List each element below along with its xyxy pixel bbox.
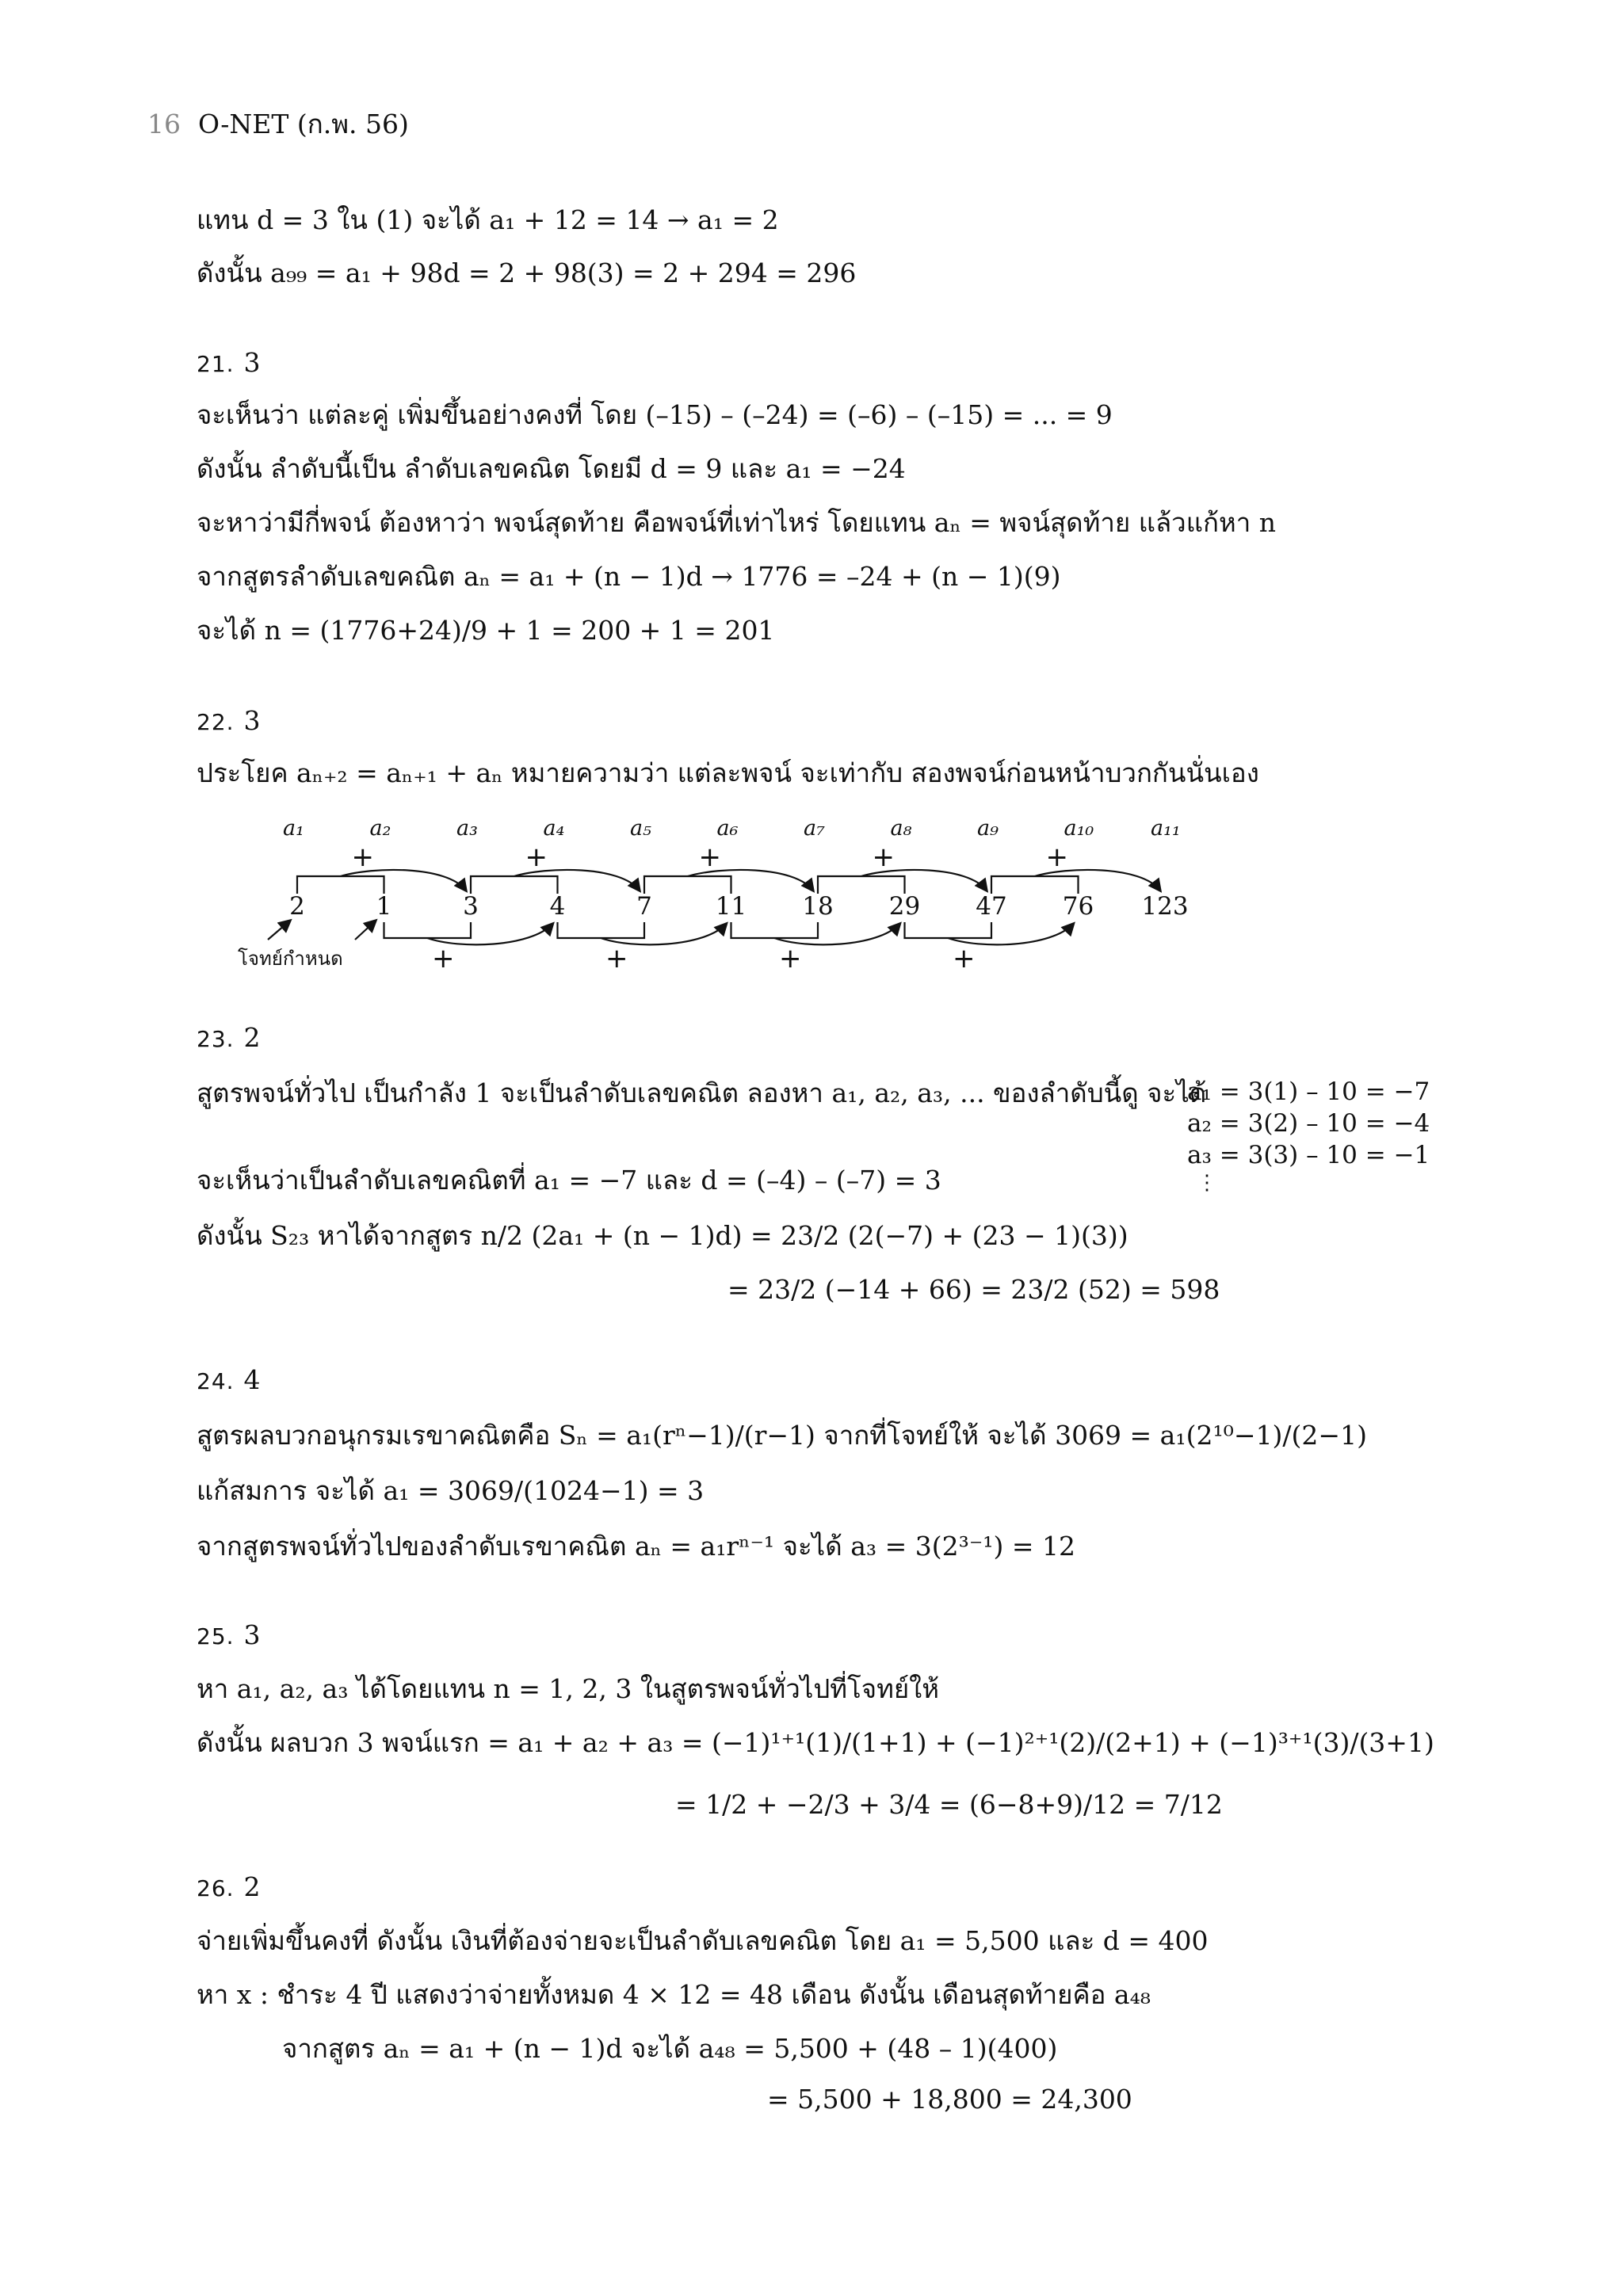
question-number: 25. <box>197 1623 235 1650</box>
plus-sign: + <box>432 943 455 974</box>
sum-arrow <box>905 922 992 938</box>
q23-line-1: สูตรพจน์ทั่วไป เป็นกำลัง 1 จะเป็นลำดับเลขคณิต ลองหา a₁, a₂, a₃, ... ของลำดับนี้ดู จะได้ <box>197 1077 1207 1108</box>
term-value: 3 <box>463 892 479 921</box>
answer-choice: 4 <box>243 1364 261 1395</box>
intro-line-2: ดังนั้น a₉₉ = a₁ + 98d = 2 + 98(3) = 2 + 294 = 296 <box>197 257 857 288</box>
intro-line-1: แทน d = 3 ใน (1) จะได้ a₁ + 12 = 14 → a₁ = 2 <box>197 204 779 235</box>
q23-side-1: a₁ = 3(1) – 10 = −7 <box>1187 1077 1430 1106</box>
answer-choice: 3 <box>243 705 261 736</box>
q23-side-dots: ⋮ <box>1197 1171 1217 1195</box>
plus-sign: + <box>872 841 895 873</box>
question-number: 26. <box>197 1875 235 1901</box>
q23-heading <box>197 1022 261 1054</box>
term-value: 7 <box>636 892 652 921</box>
q26-line-4: = 5,500 + 18,800 = 24,300 <box>767 2084 1132 2115</box>
sum-arrow <box>818 876 905 894</box>
q24-line-2: แก้สมการ จะได้ a₁ = 3069/(1024−1) = 3 <box>197 1475 705 1506</box>
sum-arrow <box>297 876 384 894</box>
q23-side-3: a₃ = 3(3) – 10 = −1 <box>1187 1141 1430 1169</box>
q23-line-2: จะเห็นว่าเป็นลำดับเลขคณิตที่ a₁ = −7 และ d = (–4) – (–7) = 3 <box>197 1165 941 1196</box>
q25-line-1: หา a₁, a₂, a₃ ได้โดยแทน n = 1, 2, 3 ในสูตรพจน์ทั่วไปที่โจทย์ให้ <box>197 1673 940 1704</box>
sum-arrow <box>268 921 290 940</box>
plus-sign: + <box>351 841 374 873</box>
term-value: 76 <box>1062 892 1094 921</box>
page-number: 16 <box>147 109 181 139</box>
plus-sign: + <box>525 841 548 873</box>
q24-line-1: สูตรผลบวกอนุกรมเรขาคณิตคือ Sₙ = a₁(rⁿ−1)/(r−1) จากที่โจทย์ให้ จะได้ 3069 = a₁(2¹⁰−1)/(2−1) <box>197 1420 1367 1451</box>
q25-line-2: ดังนั้น ผลบวก 3 พจน์แรก = a₁ + a₂ + a₃ = (−1)¹⁺¹(1)/(1+1) + (−1)²⁺¹(2)/(2+1) + (−1)³⁺¹(3)/(3+1) <box>197 1727 1434 1758</box>
q25-line-3: = 1/2 + −2/3 + 3/4 = (6−8+9)/12 = 7/12 <box>675 1789 1223 1820</box>
question-number: 23. <box>197 1026 235 1052</box>
sum-arrow <box>601 924 726 944</box>
sum-arrow <box>731 922 819 938</box>
q24-heading <box>197 1364 261 1396</box>
sum-arrow <box>644 876 731 894</box>
q26-line-1: จ่ายเพิ่มขึ้นคงที่ ดังนั้น เงินที่ต้องจ่ายจะเป็นลำดับเลขคณิต โดย a₁ = 5,500 และ d = 400 <box>197 1925 1209 1956</box>
exam-title: O-NET (ก.พ. 56) <box>198 109 409 139</box>
question-number: 24. <box>197 1368 235 1394</box>
q21-line-3: จะหาว่ามีกี่พจน์ ต้องหาว่า พจน์สุดท้าย คือพจน์ที่เท่าไหร่ โดยแทน aₙ = พจน์สุดท้าย แล้วแก้หา n <box>197 507 1276 538</box>
plus-sign: + <box>953 943 976 974</box>
given-terms-label: โจทย์กำหนด <box>238 948 343 970</box>
q25-heading <box>197 1619 261 1651</box>
term-label: a₉ <box>977 816 999 841</box>
q26-heading <box>197 1871 261 1903</box>
answer-choice: 2 <box>243 1871 261 1902</box>
plus-sign: + <box>698 841 721 873</box>
term-label: a₂ <box>369 816 391 841</box>
q23-side-2: a₂ = 3(2) – 10 = −4 <box>1187 1109 1430 1138</box>
term-value: 11 <box>715 892 747 921</box>
q24-line-3: จากสูตรพจน์ทั่วไปของลำดับเรขาคณิต aₙ = a₁rⁿ⁻¹ จะได้ a₃ = 3(2³⁻¹) = 12 <box>197 1531 1075 1562</box>
answer-choice: 3 <box>243 1619 261 1650</box>
question-number: 21. <box>197 351 235 377</box>
sum-arrow <box>471 876 558 894</box>
term-value: 4 <box>549 892 566 921</box>
term-value: 1 <box>376 892 392 921</box>
term-label: a₆ <box>716 816 739 841</box>
term-label: a₇ <box>804 816 825 841</box>
q23-line-4: = 23/2 (−14 + 66) = 23/2 (52) = 598 <box>727 1274 1220 1305</box>
q22-line-1: ประโยค aₙ₊₂ = aₙ₊₁ + aₙ หมายความว่า แต่ละพจน์ จะเท่ากับ สองพจน์ก่อนหน้าบวกกันนั่นเอง <box>197 757 1259 788</box>
term-label: a₁₀ <box>1064 816 1094 841</box>
sum-arrow <box>384 922 472 938</box>
q21-line-4: จากสูตรลำดับเลขคณิต aₙ = a₁ + (n − 1)d → 1776 = –24 + (n − 1)(9) <box>197 561 1061 592</box>
plus-sign: + <box>779 943 802 974</box>
sum-arrow <box>427 924 552 944</box>
question-number: 22. <box>197 709 235 735</box>
term-value: 2 <box>289 892 305 921</box>
term-label: a₈ <box>890 816 912 841</box>
term-label: a₅ <box>630 816 651 841</box>
answer-choice: 3 <box>243 347 261 378</box>
q26-line-2: หา x : ชำระ 4 ปี แสดงว่าจ่ายทั้งหมด 4 × 12 = 48 เดือน ดังนั้น เดือนสุดท้ายคือ a₄₈ <box>197 1979 1151 2010</box>
term-value: 18 <box>802 892 834 921</box>
term-label: a₄ <box>543 816 565 841</box>
sum-arrow <box>355 921 376 940</box>
plus-sign: + <box>605 943 628 974</box>
term-value: 29 <box>888 892 921 921</box>
term-label: a₁ <box>283 816 304 841</box>
q21-line-5: จะได้ n = (1776+24)/9 + 1 = 200 + 1 = 201 <box>197 615 775 646</box>
q23-line-3: ดังนั้น S₂₃ หาได้จากสูตร n/2 (2a₁ + (n − 1)d) = 23/2 (2(−7) + (23 − 1)(3)) <box>197 1220 1128 1251</box>
term-value: 47 <box>976 892 1007 921</box>
term-value: 123 <box>1141 892 1189 921</box>
sum-arrow <box>948 924 1073 944</box>
sum-arrow <box>774 924 899 944</box>
term-label: a₁₁ <box>1151 816 1181 841</box>
q21-line-1: จะเห็นว่า แต่ละคู่ เพิ่มขึ้นอย่างคงที่ โดย (–15) – (–24) = (–6) – (–15) = ... = 9 <box>197 399 1113 430</box>
q26-line-3: จากสูตร aₙ = a₁ + (n − 1)d จะได้ a₄₈ = 5,500 + (48 – 1)(400) <box>282 2033 1058 2064</box>
term-label: a₃ <box>456 816 478 841</box>
answer-choice: 2 <box>243 1022 261 1053</box>
sum-arrow <box>558 922 645 938</box>
plus-sign: + <box>1045 841 1068 873</box>
q21-line-2: ดังนั้น ลำดับนี้เป็น ลำดับเลขคณิต โดยมี d = 9 และ a₁ = −24 <box>197 453 906 484</box>
sum-arrow <box>991 876 1079 894</box>
